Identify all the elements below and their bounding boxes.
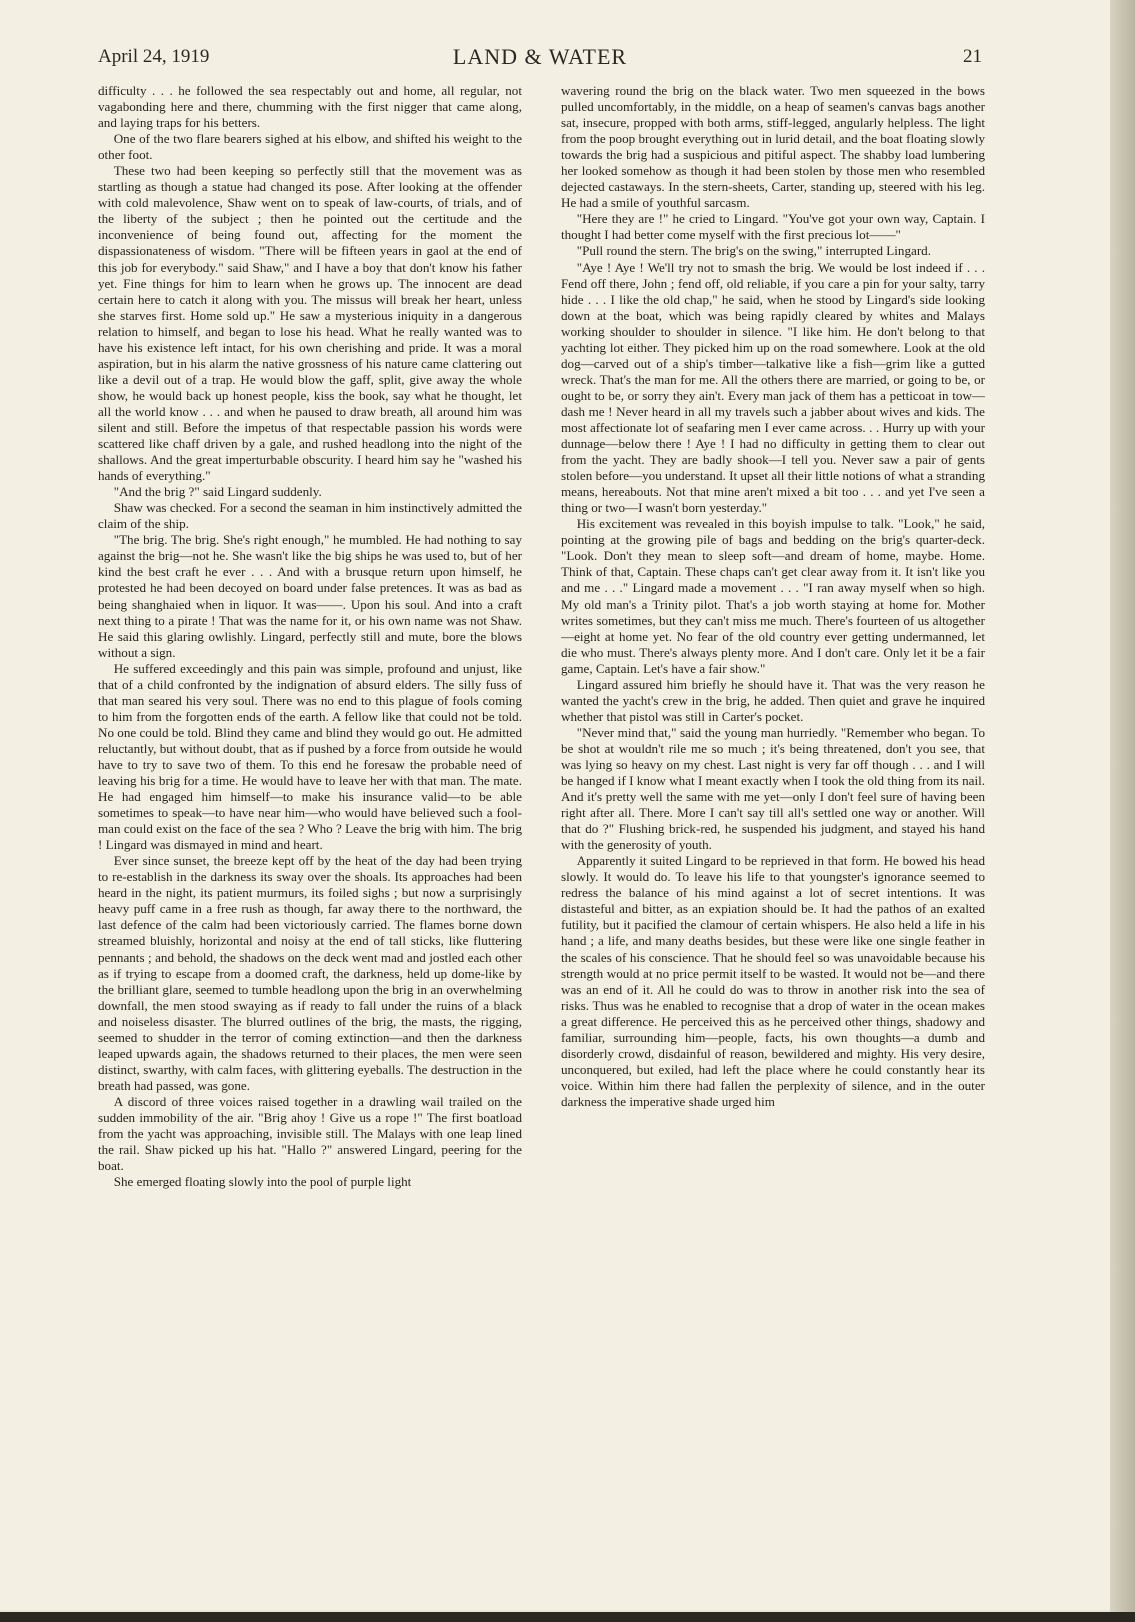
paragraph: "Aye ! Aye ! We'll try not to smash the brig. We would be lost indeed if . . . Fend off there, John ; fend off, old reliable, if you care a pin for your salty, tarry hide . . . I like the old chap," he said, when he stood by Lingard's side looking down at the boat, which was being rapidly cleared by whites and Malays working shoulder to shoulder in silence. "I like him. He don't belong to that yachting lot either. They picked him up on the road somewhere. Look at the old dog—carved out of a ship's timber—talkative like a fish—grim like a gutted wreck. That's the man for me. All the others there are married, or going to be, or ought to be, or sorry they ain't. Every man jack of them has a petticoat in tow—dash me ! Never heard in all my travels such a jabber about wives and kids. The most affectionate lot of seafaring men I ever came across. . . Hurry up with your dunnage—below there ! Aye ! I had no difficulty in getting them to clear out from the yacht. They are badly shook—I tell you. Never saw a pair of gents stolen before—you understand. It upset all their little notions of what a stranding means, hereabouts. Not that mine aren't mixed a bit too . . . and yet I've seen a thing or two—I wasn't born yesterday." [561, 259, 985, 516]
paragraph: Apparently it suited Lingard to be reprieved in that form. He bowed his head slowly. It would do. To leave his life to that youngster's ignorance seemed to redress the balance of his mind against a lot of secret intentions. It was distasteful and bitter, as an expiation should be. It had the pathos of an exalted futility, but it pacified the clamour of certain whispers. He also held a life in his hand ; a life, and many deaths besides, but these were like one single feather in the scales of his conscience. That he should feel so was unavoidable because his strength would at no price permit itself to be wasted. It would not be—and there was an end of it. All he could do was to throw in another risk into the sea of risks. Thus was he enabled to recognise that a drop of water in the ocean makes a great difference. He perceived this as he perceived other things, shadowy and familiar, surrounding him—people, facts, his own thoughts—a dumb and disorderly crowd, disdainful of reason, bewildered and mighty. His very desire, unconquered, but exiled, had left the place where he could constantly hear its voice. Within him there had fallen the perplexity of silence, and in the outer darkness the imperative shade urged him [561, 853, 985, 1109]
scan-bottom-edge [0, 1612, 1135, 1622]
paragraph: His excitement was revealed in this boyish impulse to talk. "Look," he said, pointing at the growing pile of bags and bedding on the brig's quarter-deck. "Look. Don't they mean to sleep soft—and dream of home, maybe. Home. Think of that, Captain. These chaps can't get clear away from it. It isn't like you and me . . ." Lingard made a movement . . . "I ran away myself when so high. My old man's a Trinity pilot. That's a job worth staying at home for. Mother writes sometimes, but they can't miss me much. There's fourteen of us altogether—eight at home yet. No fear of the old country ever getting undermanned, let die who must. There's always plenty more. And I don't care. Only let it be a fair game, Captain. Let's have a fair show." [561, 516, 985, 676]
paragraph: These two had been keeping so perfectly still that the movement was as startling as though a statue had changed its pose. After looking at the offender with cold malevolence, Shaw went on to speak of law-courts, of trials, and of the liberty of the subject ; then he pointed out the certitude and the inconvenience of being found out, affecting for the moment the dispassionateness of wisdom. "There will be fifteen years in gaol at the end of this job for everybody." said Shaw," and I have a boy that don't know his father yet. Fine things for him to learn when he grows up. The innocent are dead certain here to catch it along with you. The missus will break her heart, unless she starves first. Home sold up." He saw a mysterious iniquity in a dangerous relation to himself, and began to lose his head. What he really wanted was to have his existence left intact, for his own cherishing and pride. It was a moral aspiration, but in his alarm the native grossness of his nature came clattering out like a devil out of a trap. He would blow the gaff, split, give away the whole show, he would back up honest people, kiss the book, say what he thought, let all the world know . . . and when he paused to draw breath, all around him was silent and still. Before the impetus of that respectable passion his words were scattered like chaff driven by a gale, and rushed headlong into the night of the shallows. And the great imperturbable obscurity. I heard him say he "washed his hands of everything." [98, 163, 522, 484]
paragraph: He suffered exceedingly and this pain was simple, profound and unjust, like that of a child confronted by the indignation of absurd elders. The silly fuss of that man seared his very soul. There was no end to this plague of fools coming to him from the forgotten ends of the earth. A fellow like that could not be told. No one could be told. Blind they came and blind they would go out. He admitted reluctantly, but without doubt, that as if pushed by a force from outside he would have to try to save two of them. To this end he foresaw the probable need of leaving his brig for a time. He would have to leave her with that man. The mate. He had engaged him himself—to make his insurance valid—to be able sometimes to speak—to have near him—who would have believed such a fool-man could exist on the face of the sea ? Who ? Leave the brig with him. The brig ! Lingard was dismayed in mind and heart. [98, 660, 522, 853]
page-edge-shadow [1110, 0, 1135, 1622]
page-header [98, 44, 982, 74]
paragraph: "Here they are !" he cried to Lingard. "You've got your own way, Captain. I thought I had better come myself with the first precious lot——" [561, 211, 985, 243]
magazine-title: LAND & WATER [452, 44, 628, 69]
page-number: 21 [963, 46, 982, 67]
left-column [98, 83, 522, 1558]
paragraph: Shaw was checked. For a second the seaman in him instinctively admitted the claim of the ship. [98, 500, 522, 532]
paragraph: Lingard assured him briefly he should have it. That was the very reason he wanted the yacht's crew in the brig, he added. Then quiet and grave he inquired whether that pistol was still in Carter's pocket. [561, 676, 985, 724]
paragraph: wavering round the brig on the black water. Two men squeezed in the bows pulled uncomfortably, in the middle, on a heap of seamen's canvas bags another sat, insecure, propped with both arms, stiff-legged, angularly helpless. The light from the poop brought everything out in lurid detail, and the boat floating slowly towards the brig had a suspicious and pitiful aspect. The shabby load lumbering her looked somehow as though it had been stolen by those men who resembled dejected castaways. In the stern-sheets, Carter, standing up, steered with his leg. He had a smile of youthful sarcasm. [561, 83, 985, 211]
paragraph: "Pull round the stern. The brig's on the swing," interrupted Lingard. [576, 243, 931, 259]
paragraph: "And the brig ?" said Lingard suddenly. [113, 484, 322, 500]
paragraph: difficulty . . . he followed the sea respectably out and home, all regular, not vagabonding here and there, chumming with the first nigger that came along, and laying traps for his betters. [98, 83, 522, 131]
paragraph: "The brig. The brig. She's right enough," he mumbled. He had nothing to say against the brig—not he. She wasn't like the big ships he was used to, but of her kind the best craft he ever . . . And with a brusque return upon himself, he protested he had been decoyed on board under false pretences. It was as bad as being shanghaied when in liquor. It was——. Upon his soul. And into a craft next thing to a pirate ! That was the name for it, or his own name was not Shaw. He said this glaring owlishly. Lingard, perfectly still and mute, bore the blows without a sign. [98, 532, 522, 660]
right-column [561, 83, 985, 1558]
paragraph: Ever since sunset, the breeze kept off by the heat of the day had been trying to re-establish in the darkness its sway over the shoals. Its approaches had been heard in the night, its patient murmurs, its foiled sighs ; but now a surprisingly heavy puff came in a free rush as though, far away there to the northward, the last defence of the calm had been victoriously carried. The flames borne down streamed bluishly, horizontal and noisy at the end of tall sticks, like fluttering pennants ; and behold, the shadows on the deck went mad and jostled each other as if trying to escape from a doomed craft, the darkness, held up dome-like by the brilliant glare, seemed to tumble headlong upon the brig in an overwhelming downfall, the men stood swaying as if ready to fall under the ruins of a black and noiseless disaster. The blurred outlines of the brig, the masts, the rigging, seemed to shudder in the terror of coming extinction—and then the darkness leaped upwards again, the shadows returned to their places, the men were seen distinct, swarthy, with calm faces, with glittering eyeballs. The destruction in the breath had passed, was gone. [98, 853, 522, 1093]
paragraph: A discord of three voices raised together in a drawling wail trailed on the sudden immobility of the air. "Brig ahoy ! Give us a rope !" The first boatload from the yacht was approaching, invisible still. The Malays with one leap lined the rail. Shaw picked up his hat. "Hallo ?" answered Lingard, peering for the boat. [98, 1093, 522, 1174]
paragraph: She emerged floating slowly into the pool of purple light [113, 1174, 412, 1190]
paragraph: One of the two flare bearers sighed at his elbow, and shifted his weight to the other foot. [98, 131, 522, 163]
issue-date: April 24, 1919 [98, 46, 210, 67]
paragraph: "Never mind that," said the young man hurriedly. "Remember who began. To be shot at wouldn't rile me so much ; it's being threatened, don't you see, that was lying so heavy on my chest. Last night is very far off though . . . and I will be hanged if I know what I meant exactly when I took the old thing from its nail. And it's pretty well the same with me yet—only I don't feel sure of having been right after all. There. More I can't say till all's settled one way or another. Will that do ?" Flushing brick-red, he suspended his judgment, and stayed his hand with the generosity of youth. [561, 724, 985, 853]
